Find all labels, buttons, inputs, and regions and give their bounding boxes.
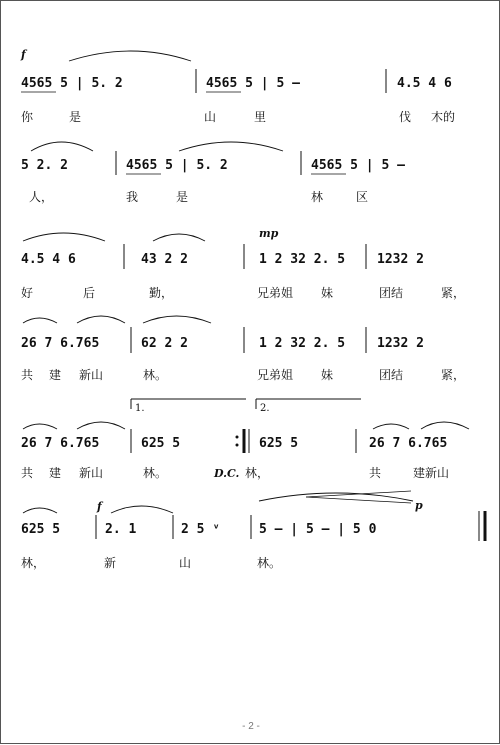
lyric-syllable: 林。 bbox=[143, 466, 168, 480]
slur-mark bbox=[23, 424, 57, 429]
lyric-syllable: 新山 bbox=[79, 466, 104, 480]
volta-label: 2. bbox=[260, 403, 270, 414]
lyric-syllable: 林。 bbox=[257, 556, 282, 570]
lyric-syllable: 区 bbox=[356, 190, 369, 204]
repeat-dot bbox=[236, 436, 239, 439]
notes-measure: 4565 5 | 5. 2 bbox=[21, 76, 123, 91]
slur-mark bbox=[179, 142, 283, 151]
repeat-dot bbox=[236, 444, 239, 447]
lyric-syllable: 共 bbox=[21, 466, 34, 480]
notes-measure: 625 5 bbox=[21, 522, 61, 537]
dynamic-mark: p bbox=[415, 499, 423, 512]
notes-measure: 4.5 4 6 bbox=[397, 76, 452, 91]
dynamic-mark: f bbox=[21, 48, 26, 61]
dynamic-mark: f bbox=[97, 500, 102, 513]
slur-mark bbox=[143, 316, 211, 323]
lyric-syllable: 妹 bbox=[321, 368, 334, 382]
lyric-syllable: 木的 bbox=[431, 110, 456, 124]
lyric-syllable: 兄弟姐 bbox=[257, 286, 294, 300]
lyric-syllable: 建 bbox=[49, 466, 62, 480]
notes-measure: 625 5 bbox=[141, 436, 181, 451]
notes-measure: 43 2 2 bbox=[141, 252, 188, 267]
lyric-syllable: 林 bbox=[311, 190, 324, 204]
lyric-syllable: 好 bbox=[21, 286, 34, 300]
lyric-syllable: 山 bbox=[179, 556, 192, 570]
page-number: - 2 - bbox=[242, 721, 260, 732]
numbered-music-score bbox=[1, 1, 500, 745]
decrescendo-hairpin bbox=[306, 491, 411, 497]
lyric-syllable: 林， bbox=[245, 466, 270, 480]
notes-measure: 26 7 6.765 bbox=[369, 436, 448, 451]
notes-measure: 1232 2 bbox=[377, 336, 424, 351]
notes-measure: 4565 5 | 5. 2 bbox=[126, 158, 228, 173]
slur-mark bbox=[23, 233, 105, 241]
notes-measure: 62 2 2 bbox=[141, 336, 188, 351]
notes-measure: 26 7 6.765 bbox=[21, 436, 100, 451]
lyric-syllable: 勤， bbox=[149, 286, 174, 300]
notes-measure: 1 2 32 2. 5 bbox=[259, 336, 346, 351]
lyric-syllable: 你 bbox=[21, 110, 34, 124]
lyric-syllable: 伐 bbox=[399, 110, 412, 124]
lyric-syllable: 紧， bbox=[441, 368, 466, 382]
lyric-syllable: 人， bbox=[29, 190, 54, 204]
slur-mark bbox=[23, 508, 57, 513]
lyric-syllable: 共 bbox=[21, 368, 34, 382]
lyric-syllable: 建 bbox=[49, 368, 62, 382]
slur-mark bbox=[31, 142, 93, 151]
lyric-syllable: 新 bbox=[104, 556, 117, 570]
lyric-syllable: 是 bbox=[69, 110, 82, 124]
notes-measure: 4565 5 | 5 – bbox=[311, 158, 405, 173]
notes-measure: 1232 2 bbox=[377, 252, 424, 267]
lyric-syllable: 林。 bbox=[143, 368, 168, 382]
lyric-syllable: 山 bbox=[204, 110, 217, 124]
slur-mark bbox=[421, 422, 469, 429]
slur-mark bbox=[153, 234, 205, 241]
slur-mark bbox=[111, 506, 173, 513]
lyric-syllable: 我 bbox=[126, 190, 139, 204]
slur-mark bbox=[23, 318, 57, 323]
lyric-syllable: 妹 bbox=[321, 286, 334, 300]
lyric-syllable: 是 bbox=[176, 190, 189, 204]
notes-measure: 4.5 4 6 bbox=[21, 252, 76, 267]
notes-measure: 4565 5 | 5 – bbox=[206, 76, 300, 91]
lyric-syllable: 共 bbox=[369, 466, 382, 480]
notes-measure: 5 2. 2 bbox=[21, 158, 68, 173]
lyric-syllable: 紧， bbox=[441, 286, 466, 300]
slur-mark bbox=[69, 51, 191, 61]
lyric-syllable: 团结 bbox=[379, 286, 404, 300]
notes-measure: 625 5 bbox=[259, 436, 299, 451]
lyric-syllable: 后 bbox=[83, 286, 96, 300]
notes-measure: 26 7 6.765 bbox=[21, 336, 100, 351]
dynamic-mark: mp bbox=[259, 227, 279, 240]
notes-measure: 1 2 32 2. 5 bbox=[259, 252, 346, 267]
notes-measure: 2 5 ᵛ bbox=[181, 522, 221, 537]
slur-mark bbox=[77, 316, 125, 323]
lyric-syllable: 新山 bbox=[79, 368, 104, 382]
notes-measure: 2. 1 bbox=[105, 522, 137, 537]
slur-mark bbox=[259, 493, 413, 501]
lyric-syllable: 里 bbox=[254, 110, 267, 124]
lyric-syllable: 建新山 bbox=[413, 466, 450, 480]
slur-mark bbox=[373, 424, 409, 429]
volta-label: 1. bbox=[135, 403, 145, 414]
da-capo-mark: D.C. bbox=[214, 467, 240, 480]
notes-measure: 5 – | 5 – | 5 0 bbox=[259, 522, 377, 537]
slur-mark bbox=[77, 422, 125, 429]
lyric-syllable: 林， bbox=[21, 556, 46, 570]
lyric-syllable: 团结 bbox=[379, 368, 404, 382]
lyric-syllable: 兄弟姐 bbox=[257, 368, 294, 382]
